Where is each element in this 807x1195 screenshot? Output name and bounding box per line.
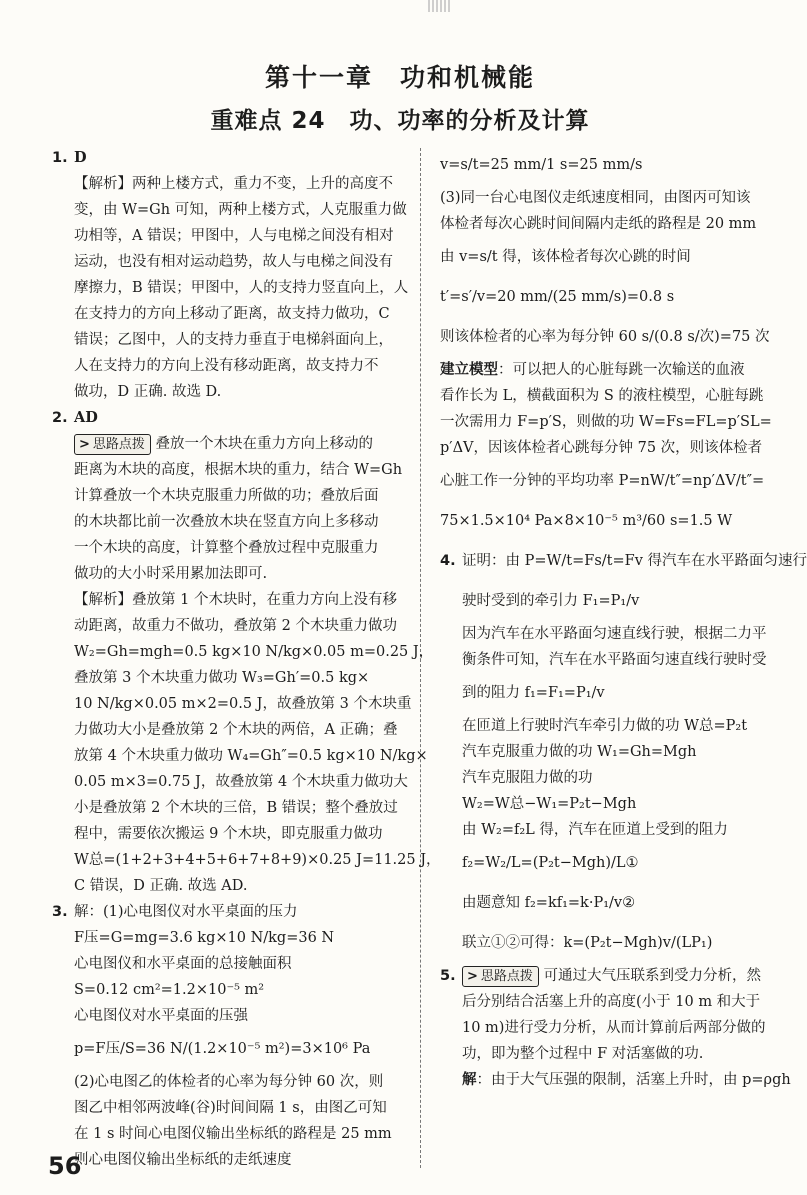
text-line: p′ΔV，因该体检者心跳每分钟 75 次，则该体检者: [440, 440, 763, 456]
q5-solution-text: ：由于大气压强的限制，活塞上升时，由 p=ρgh: [476, 1072, 791, 1088]
q3-block: [52, 899, 404, 1173]
text-line: 距离为木块的高度，根据木块的重力，结合 W=Gh: [74, 462, 403, 478]
text-line: 衡条件可知，汽车在水平路面匀速直线行驶时受: [462, 652, 767, 668]
text-line: 动距离，故重力不做功，叠放第 2 个木块重力做功: [74, 618, 397, 634]
text-line: 错误；乙图中，人的支持力垂直于电梯斜面向上，: [74, 332, 393, 348]
text-line: 放第 4 个木块重力做功 W₄=Gh″=0.5 kg×10 N/kg×: [74, 748, 428, 764]
text-line: 0.05 m×3=0.75 J，故叠放第 4 个木块重力做功大: [74, 774, 408, 790]
text-line: 10 m)进行受力分析，从而计算前后两部分做的: [462, 1020, 766, 1036]
thinking-tag: [74, 434, 151, 455]
text-line: 小是叠放第 2 个木块的三倍，B 错误；整个叠放过: [74, 800, 398, 816]
q2-block: [52, 405, 441, 899]
section-title: 重难点 24 功、功率的分析及计算: [210, 108, 590, 134]
text-line: 在支持力的方向上移动了距离，故支持力做功，C: [74, 306, 390, 322]
model-line-0: ：可以把人的心脏每跳一次输送的血液: [498, 362, 745, 378]
q5-tip-text: 可通过大气压联系到受力分析，然: [543, 968, 762, 984]
q2-answer: AD: [74, 409, 98, 426]
text-line: 一个木块的高度，计算整个叠放过程中克服重力: [74, 540, 379, 556]
text-line: 汽车克服重力做的功 W₁=Gh=Mgh: [462, 744, 697, 760]
text-line: 【解析】叠放第 1 个木块时，在重力方向上没有移: [74, 592, 397, 608]
text-line: (2)心电图乙的体检者的心率为每分钟 60 次，则: [74, 1074, 384, 1090]
right-column: [440, 145, 807, 1093]
page-number: 56: [48, 1152, 82, 1180]
text-line: 因为汽车在水平路面匀速直线行驶，根据二力平: [462, 626, 767, 642]
text-line: W₂=W总−W₁=P₂t−Mgh: [462, 796, 637, 812]
text-line: 则心电图仪输出坐标纸的走纸速度: [74, 1152, 292, 1168]
scan-artifact: [428, 0, 450, 12]
text-line: p=F压/S=36 N/(1.2×10⁻⁵ m²)=3×10⁶ Pa: [74, 1041, 371, 1057]
text-line: 联立①②可得：k=(P₂t−Mgh)v/(LP₁): [462, 935, 713, 951]
text-line: 由 W₂=f₂L 得，汽车在匝道上受到的阻力: [462, 822, 728, 838]
q2-tip-first: 叠放一个木块在重力方向上移动的: [155, 436, 374, 452]
text-line: [440, 541, 807, 581]
model-text: [440, 383, 770, 541]
text-line: 10 N/kg×0.05 m×2=0.5 J，故叠放第 3 个木块重: [74, 696, 412, 712]
text-line: 变，由 W=Gh 可知，两种上楼方式，人克服重力做: [74, 202, 407, 218]
text-line: 程中，需要依次搬运 9 个木块，即克服重力做功: [74, 826, 383, 842]
q4-number: 4.: [440, 553, 456, 569]
text-line: 功相等，A 错误；甲图中，人与电梯之间没有相对: [74, 228, 394, 244]
text-line: 在 1 s 时间心电图仪输出坐标纸的路程是 25 mm: [74, 1126, 392, 1142]
q1-answer: D: [74, 149, 87, 166]
thinking-tag-label: 思路点拨: [92, 437, 145, 452]
text-line: t′=s′/v=20 mm/(25 mm/s)=0.8 s: [440, 289, 675, 305]
text-line: 摩擦力，B 错误；甲图中，人的支持力竖直向上，人: [74, 280, 409, 296]
left-column: [52, 145, 441, 1173]
text-line: (3)同一台心电图仪走纸速度相同，由图丙可知该: [440, 190, 751, 206]
q2-tip: [74, 457, 404, 587]
text-line: 体检者每次心跳时间间隔内走纸的路程是 20 mm: [440, 216, 757, 232]
q5-number: 5.: [440, 968, 456, 984]
thinking-tag: [462, 966, 539, 987]
text-line: 人在支持力的方向上没有移动距离，故支持力不: [74, 358, 379, 374]
q3-number: 3.: [52, 904, 68, 920]
text-line: S=0.12 cm²=1.2×10⁻⁵ m²: [74, 982, 265, 998]
model-block: [440, 357, 770, 541]
text-line: 心脏工作一分钟的平均功率 P=nW/t″=np′ΔV/t″=: [440, 473, 765, 489]
text-line: 心电图仪和水平桌面的总接触面积: [74, 956, 292, 972]
text-line: F压=G=mg=3.6 kg×10 N/kg=36 N: [74, 930, 335, 946]
line-text: 解：(1)心电图仪对水平桌面的压力: [74, 904, 298, 920]
q1-block: [52, 145, 409, 405]
text-line: 由 v=s/t 得，该体检者每次心跳的时间: [440, 249, 691, 265]
text-line: 看作长为 L，横截面积为 S 的液柱模型，心脏每跳: [440, 388, 764, 404]
text-line: 由题意知 f₂=kf₁=k·P₁/v②: [462, 895, 636, 911]
text-line: 计算叠放一个木块克服重力所做的功；叠放后面: [74, 488, 379, 504]
text-line: 做功的大小时采用累加法即可.: [74, 566, 268, 582]
text-line: 做功，D 正确. 故选 D.: [74, 384, 222, 400]
text-line: 心电图仪对水平桌面的压强: [74, 1008, 248, 1024]
text-line: v=s/t=25 mm/1 s=25 mm/s: [440, 157, 643, 173]
q2-number: 2.: [52, 410, 68, 426]
text-line: 驶时受到的牵引力 F₁=P₁/v: [462, 593, 640, 609]
text-line: 75×1.5×10⁴ Pa×8×10⁻⁵ m³/60 s=1.5 W: [440, 513, 733, 529]
model-label: 建立模型: [440, 361, 498, 378]
text-line: 则该体检者的心率为每分钟 60 s/(0.8 s/次)=75 次: [440, 329, 770, 345]
q4-proof: [440, 541, 807, 963]
text-line: W₂=Gh=mgh=0.5 kg×10 N/kg×0.05 m=0.25 J，: [74, 644, 434, 660]
q5-analysis: [462, 989, 770, 1067]
text-line: 运动，也没有相对运动趋势，故人与电梯之间没有: [74, 254, 393, 270]
text-line: [52, 899, 404, 925]
chevron-right-icon: >: [79, 437, 90, 452]
q1-analysis: [74, 171, 409, 405]
text-line: W总=(1+2+3+4+5+6+7+8+9)×0.25 J=11.25 J，: [74, 852, 441, 868]
thinking-tag-label: 思路点拨: [480, 969, 533, 984]
chevron-right-icon: >: [467, 969, 478, 984]
text-line: 功，即为整个过程中 F 对活塞做的功.: [462, 1046, 704, 1062]
text-line: C 错误，D 正确. 故选 AD.: [74, 878, 248, 894]
text-line: 汽车克服阻力做的功: [462, 770, 593, 786]
text-line: 【解析】两种上楼方式，重力不变，上升的高度不: [74, 176, 393, 192]
text-line: 力做功大小是叠放第 2 个木块的两倍，A 正确；叠: [74, 722, 398, 738]
q3-solution-cont: [440, 145, 770, 357]
line-text: 证明：由 P=W/t=Fs/t=Fv 得汽车在水平路面匀速行: [462, 553, 807, 569]
text-line: 到的阻力 f₁=F₁=P₁/v: [462, 685, 605, 701]
text-line: 一次需用力 F=p′S，则做的功 W=Fs=FL=p′SL=: [440, 414, 772, 430]
q5-solution-label: 解: [462, 1071, 477, 1088]
q5-block: [440, 963, 791, 1093]
q1-number: 1.: [52, 150, 68, 166]
q2-analysis: [74, 587, 441, 899]
text-line: 叠放第 3 个木块重力做功 W₃=Gh′=0.5 kg×: [74, 670, 370, 686]
text-line: 的木块都比前一次叠放木块在竖直方向上多移动: [74, 514, 379, 530]
chapter-title: 第十一章 功和机械能: [264, 63, 535, 92]
text-line: 后分别结合活塞上升的高度(小于 10 m 和大于: [462, 994, 761, 1010]
q4-block: [440, 541, 807, 963]
text-line: f₂=W₂/L=(P₂t−Mgh)/L①: [462, 855, 639, 871]
text-line: 图乙中相邻两波峰(谷)时间间隔 1 s，由图乙可知: [74, 1100, 387, 1116]
text-line: 在匝道上行驶时汽车牵引力做的功 W总=P₂t: [462, 718, 748, 734]
